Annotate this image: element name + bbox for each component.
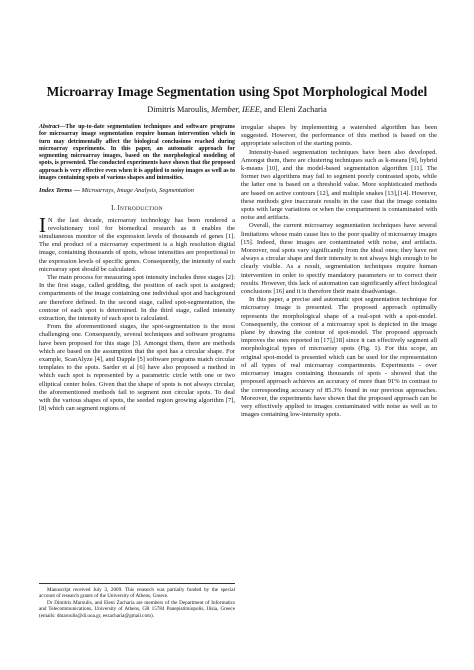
intro-paragraph-1 [39, 212, 235, 274]
left-column [39, 124, 235, 413]
author-line [0, 105, 474, 114]
footnote-manuscript: Manuscript received July 3, 2009. This research was partially funded by the special account of research grants of the University of Athens, Greece. [39, 587, 235, 600]
index-terms [39, 187, 235, 196]
footnote [39, 583, 235, 619]
author-rest: and Eleni Zacharia [264, 105, 327, 114]
section-number: I. [111, 204, 116, 212]
abstract-text: —The up-to-date segmentation techniques and software programs for microarray image segmentation require human intervention which in turn may detrimentally affect the biological conclusions reached during microarray experiments. In this paper, an automatic approach for segmenting microarray images, based on the morphological modeling of spots, is presented. The conducted experiments have shown that the proposed approach is very effective even when it is applied to noisy images as well as to images containing spots of various shapes and intensities. [39, 124, 235, 181]
drop-cap: I [39, 212, 46, 237]
abstract [39, 124, 235, 182]
footnote-affiliation: Dr Dimitris Maroulis, and Eleni Zacharia are members of the Department of Informatics and Telecommunications, University of Athens, GR 15784 Panepistimiopolis, Ilisia, Greece (emails: dmaroulis@di.uoa.gr, eezacharia@gmail.com). [39, 599, 235, 619]
right-paragraph-2: Intensity-based segmentation techniques have been also developed. Amongst them, there are clustering techniques such as k-means [9], hybrid k-means [10], and the model-based segmentation algorithm [11]. The former two algorithms may fail to segment poorly contrasted spots, while the latter one is based on a threshold value. More sophisticated methods are based on active contours [12], and multiple snakes [13],[14]. However, these methods give inaccurate results in the case that the image contains spots with large variations or when the compartment is contaminated with noise and artifacts. [241, 148, 437, 222]
abstract-label: Abstract [39, 124, 60, 130]
section-heading-introduction [39, 205, 235, 212]
right-paragraph-1: irregular shapes by implementing a watershed algorithm has been suggested. However, the performance of this method is based on the appropriate selection of the starting points. [241, 124, 437, 148]
right-column [241, 124, 437, 419]
intro-paragraph-3: From the aforementioned stages, the spot-segmentation is the most challenging one. Consequently, several techniques and software programs have been proposed for this stage [3]. Amongst them, there are methods which are based on the assumption that the spot has a circular shape. For example, ScanAlyze [4], and Dapple [5] software programs match circular templates to the spots. Sarder et al [6] have also proposed a method in which each spot is represented by a parametric circle with one or two elliptical center holes. Given that the shape of spots is not always circular, the aforementioned methods fail to segment non circular spots. To deal with the various shapes of spots, the seeded region growing algorithm [7],[8] which can segment regions of [39, 323, 235, 413]
section-title-initial: I [117, 204, 120, 212]
intro-paragraph-1-text: N the last decade, microarray technology has been rendered a revolutionary tool for biomedical research as it enables the simultaneous monitor of the expression levels of thousands of genes [1]. The end product of a microarray experiment is a high resolution digital image, containing thousands of spots, whose intensities are proportional to the expression levels of specific genes. Consequently, the intensity of each microarray spot should be calculated. [39, 216, 235, 273]
index-terms-label: Index Terms [39, 187, 72, 194]
section-title-rest: NTRODUCTION [119, 205, 163, 212]
right-paragraph-4: In this paper, a precise and automatic spot segmentation technique for microarray image is presented. The proposed approach optimally represents the morphological shape of a real-spot with a spot-model. Consequently, the contour of a microarray spot is depicted in the image plane by drawing the contour of spot-model. The proposed approach improves the ones reported in [17],[18] since it can effectively segment all morphological types of microarray spots (Fig. 1). For this scope, an original spot-model is presented which can be used for the representation of all types of real microarray compartments. Experiments - over microarray images containing thousands of spots - showed that the proposed approach achieves an accuracy of more than 91% in contrast to the corresponding accuracy of 85.3% found in our previous approaches. Moreover, the experiments have shown that the proposed approach can be very effectively applied to images contaminated with noise as well as to images containing low-intensity spots. [241, 296, 437, 419]
index-terms-keywords: Microarrays, Image Analysis, Segmentation [81, 187, 194, 194]
right-paragraph-3: Overall, the current microarray segmentation techniques have several limitations whose main cause lies to the poor quality of microarray images [15]. Indeed, these images are contaminated with noise, and artifacts. Moreover, real spots vary significantly from the ideal ones; they have not always a circular shape and their intensity is not always high enough to be clearly visible. As a result, segmentation techniques require human intervention in order to specify mandatory parameters or to correct their results. However, this lack of automation can significantly affect biological conclusions [16] and it is therefore their main disadvantage. [241, 222, 437, 296]
intro-paragraph-2: The main process for measuring spot intensity includes three stages [2]: In the first stage, called gridding, the position of each spot is assigned; compartments of the image containing one individual spot and background are therefore defined. In the second stage, called spot-segmentation, the contour of each spot is determined. In the third stage, called intensity extraction, the intensity of each spot is calculated. [39, 274, 235, 323]
author-names: Dimitris Maroulis, [147, 105, 210, 114]
author-membership: Member, IEEE, [211, 105, 263, 114]
paper-title: Microarray Image Segmentation using Spot Morphological Model [46, 84, 428, 99]
index-terms-dash: — [71, 187, 82, 194]
